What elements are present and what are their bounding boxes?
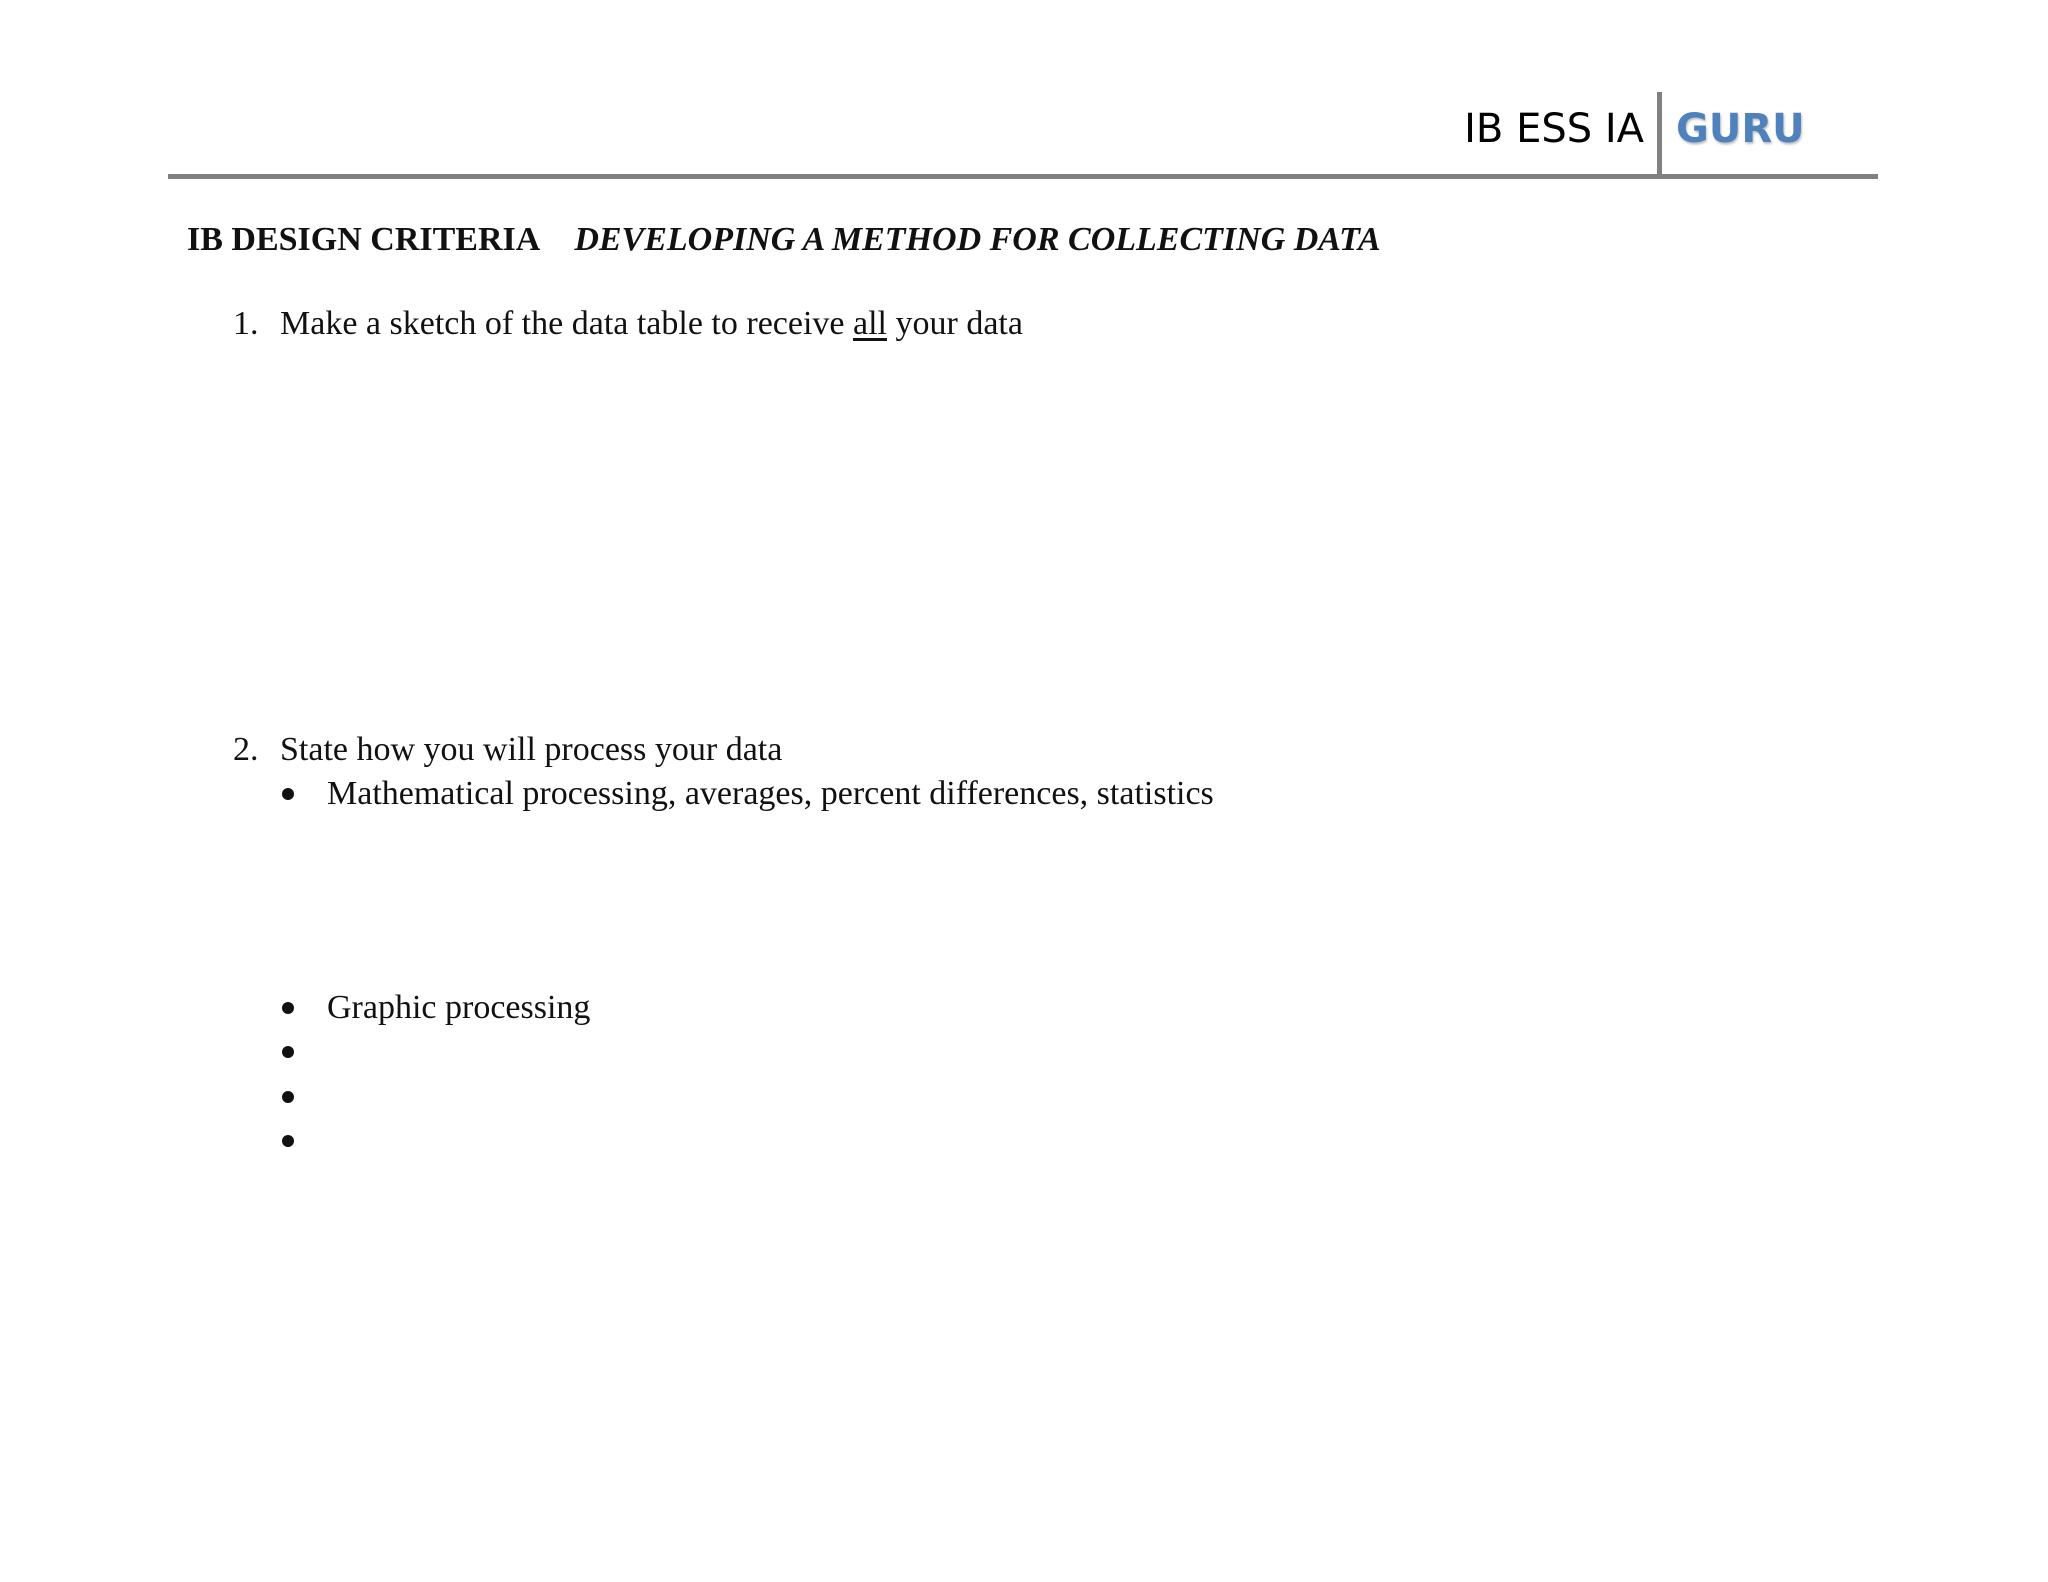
item-1-text-underlined: all (853, 305, 887, 342)
item-1-text (280, 302, 1023, 346)
title-main: IB DESIGN CRITERIA (187, 221, 541, 258)
header-rule (168, 174, 1878, 179)
bullet-dot-5 (282, 1135, 294, 1147)
title-sub: DEVELOPING A METHOD FOR COLLECTING DATA (574, 221, 1381, 258)
bullet-dot-1 (282, 788, 294, 800)
item-1-marker: 1. (233, 305, 259, 342)
bullet-dot-4 (282, 1091, 294, 1103)
header-title: IB ESS IA (1464, 106, 1644, 152)
page-title (187, 218, 1381, 262)
header-divider (1657, 92, 1662, 175)
item-1-text-after: your data (887, 305, 1023, 342)
bullet-text-1: Mathematical processing, averages, percent differences, statistics (327, 775, 1214, 812)
bullet-dot-2 (282, 1002, 294, 1014)
bullet-text-2: Graphic processing (327, 989, 591, 1026)
item-2-marker: 2. (233, 731, 259, 768)
item-2-text: State how you will process your data (280, 731, 783, 768)
bullet-dot-3 (282, 1046, 294, 1058)
header-brand-logo: GURU (1676, 106, 1805, 152)
item-1-text-before: Make a sketch of the data table to receive (280, 305, 854, 342)
